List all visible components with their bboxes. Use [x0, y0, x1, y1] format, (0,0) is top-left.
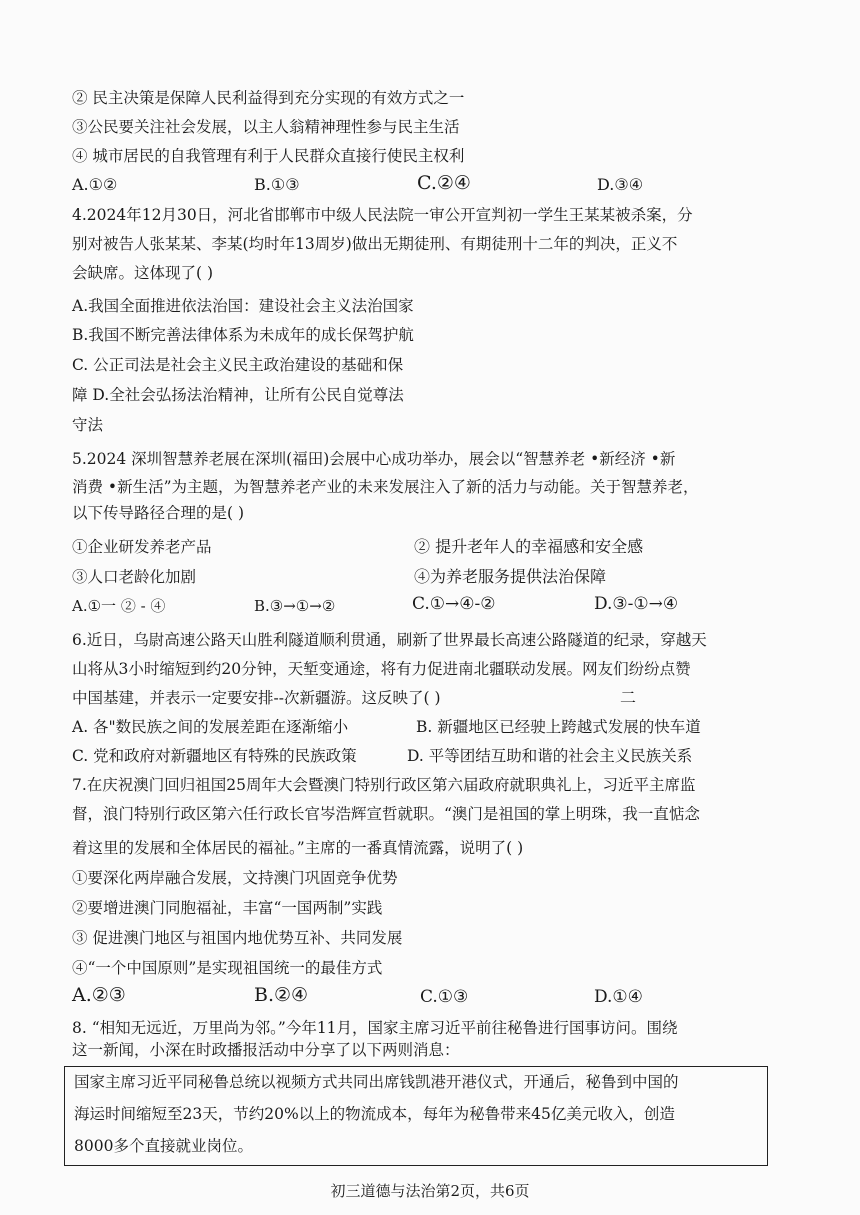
q8-stem-line-1: 8. “相知无远近，万里尚为邻。”今年11月，国家主席习近平前往秘鲁进行国事访问。围绕	[72, 1019, 678, 1037]
q4-option-d-cont: 守法	[72, 416, 104, 434]
q6-stem-line-1: 6.近日，乌尉高速公路天山胜利隧道顺利贯通，刷新了世界最长高速公路隧道的纪录，穿越天	[72, 631, 707, 649]
q8-box-line-1: 国家主席习近平同秘鲁总统以视频方式共同出席钱凯港开港仪式，开通后，秘鲁到中国的	[74, 1073, 679, 1091]
q4-stem-line-3: 会缺席。这体现了( )	[72, 264, 214, 282]
q7-choice-d: D.①④	[594, 987, 643, 1007]
q3-choice-a: A.①②	[72, 175, 118, 194]
q5-stem-line-1: 5.2024 深圳智慧养老展在深圳(福田)会展中心成功举办，展会以“智慧养老 •新经济 •新	[72, 450, 676, 468]
q7-choice-a: A.②③	[72, 984, 126, 1006]
q6-stem-line-3: 中国基建，并表示一定要安排--次新疆游。这反映了( )	[72, 689, 441, 707]
q5-item-4: ④为养老服务提供法治保障	[414, 567, 607, 586]
q8-box-line-3: 8000多个直接就业岗位。	[74, 1137, 253, 1155]
q8-stem-line-2: 这一新闻，小深在时政播报活动中分享了以下两则消息：	[72, 1041, 460, 1059]
q3-choice-d: D.③④	[597, 175, 644, 194]
q5-stem-line-2: 消费 •新生活”为主题，为智慧养老产业的未来发展注入了新的活力与动能。关于智慧养老，	[72, 478, 699, 496]
q5-choice-d: D.③-①→④	[594, 594, 679, 614]
q5-choice-c: C.①→④-②	[412, 594, 496, 614]
q7-item-2: ②要增进澳门同胞福祉，丰富“一国两制”实践	[72, 899, 383, 917]
q6-option-b: B. 新疆地区已经驶上跨越式发展的快车道	[416, 718, 701, 736]
q7-choice-b: B.②④	[254, 984, 309, 1006]
q7-stem-line-1: 7.在庆祝澳门回归祖国25周年大会暨澳门特别行政区第六届政府就职典礼上，习近平主席监	[72, 776, 696, 794]
page-footer: 初三道德与法治第2页，共6页	[330, 1182, 530, 1200]
q7-item-1: ①要深化两岸融合发展，文持澳门巩固竞争优势	[72, 869, 398, 887]
q4-option-a: A.我国全面推进依法治国：建设社会主义法治国家	[72, 297, 414, 315]
q3-choice-c: C.②④	[417, 172, 471, 194]
q5-choice-a: A.①一 ② - ④	[72, 597, 166, 615]
q5-item-2: ② 提升老年人的幸福感和安全感	[414, 537, 644, 556]
q4-option-d: 障 D.全社会弘扬法治精神，让所有公民自觉尊法	[72, 386, 404, 404]
q4-option-b: B.我国不断完善法律体系为未成年的成长保驾护航	[72, 326, 414, 344]
q3-option-3: ③公民要关注社会发展，以主人翁精神理性参与民主生活	[72, 118, 460, 136]
q7-stem-line-3: 着这里的发展和全体居民的福祉。”主席的一番真情流露，说明了( )	[72, 839, 524, 857]
q5-item-1: ①企业研发养老产品	[72, 538, 212, 556]
q4-stem-line-2: 别对被告人张某某、李某(均时年13周岁)做出无期徒刑、有期徒刑十二年的判决，正义不	[72, 235, 678, 253]
q4-stem-line-1: 4.2024年12月30日，河北省邯郸市中级人民法院一审公开宣判初一学生王某某被杀案，分	[72, 206, 693, 224]
q3-option-4: ④ 城市居民的自我管理有利于人民群众直接行使民主权利	[72, 147, 465, 165]
q7-item-3: ③ 促进澳门地区与祖国内地优势互补、共同发展	[72, 929, 403, 947]
q7-choice-c: C.①③	[420, 987, 469, 1007]
q6-option-a: A. 各"数民族之间的发展差距在逐渐缩小	[72, 718, 349, 736]
q5-item-3: ③人口老龄化加剧	[72, 568, 197, 586]
q4-option-c: C. 公正司法是社会主义民主政治建设的基础和保	[72, 356, 404, 374]
q5-stem-line-3: 以下传导路径合理的是( )	[72, 504, 245, 522]
q8-news-box	[64, 1066, 768, 1166]
q3-option-2: ② 民主决策是保障人民利益得到充分实现的有效方式之一	[72, 89, 465, 107]
q7-item-4: ④“一个中国原则”是实现祖国统一的最佳方式	[72, 959, 383, 977]
q7-stem-line-2: 督，浪门特别行政区第六任行政长官岑浩辉宣哲就职。“澳门是祖国的掌上明珠，我一直惦念	[72, 805, 700, 823]
q3-choice-b: B.①③	[254, 175, 300, 194]
q8-box-line-2: 海运时间缩短至23天，节约20%以上的物流成本，每年为秘鲁带来45亿美元收入，创造	[74, 1105, 675, 1123]
q6-option-c: C. 党和政府对新疆地区有特殊的民族政策	[72, 747, 357, 765]
q6-stem-line-2: 山将从3小时缩短到约20分钟，天堑变通途，将有力促进南北疆联动发展。网友们纷纷点赞	[72, 660, 691, 678]
q6-stray-mark: 二	[620, 688, 637, 707]
q5-choice-b: B.③→①→②	[254, 597, 336, 615]
q6-option-d: D. 平等团结互助和谐的社会主义民族关系	[407, 747, 693, 765]
